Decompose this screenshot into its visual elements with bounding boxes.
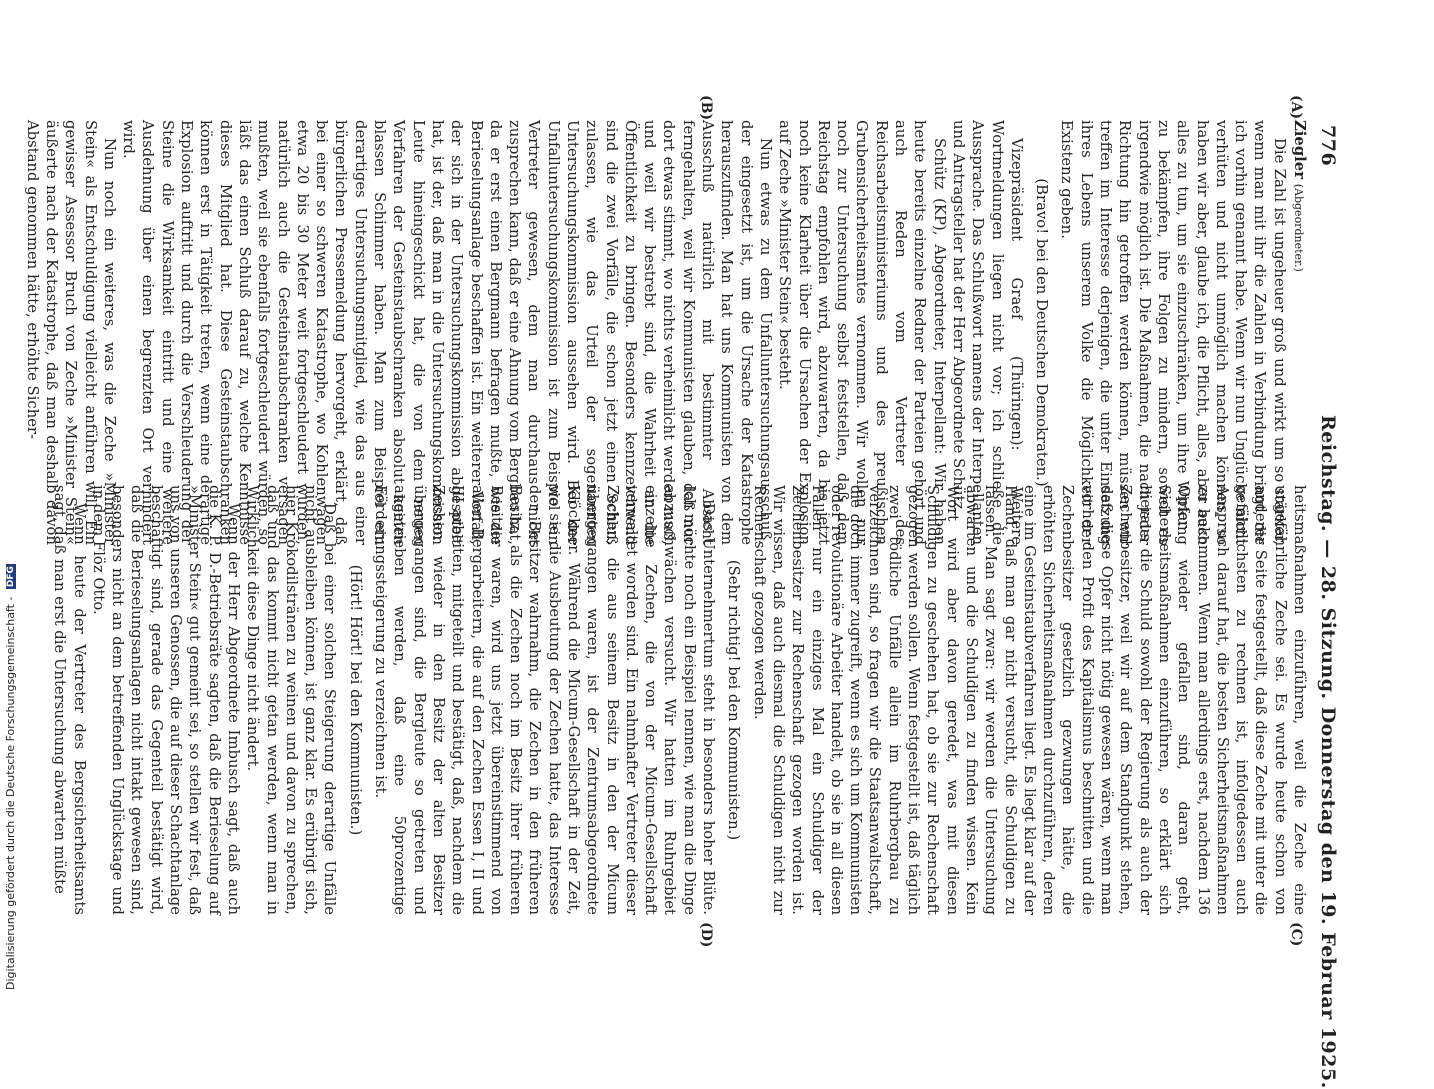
paragraph: heitsmaßnahmen einzuführen, weil die Zeche eine ungefährliche Zeche sei. Es wurde heute schon von anderer Seite festgestellt, daß diese Zeche mit unter die gefährlichsten zu rechnen ist, infolgedessen auch Anspruch darauf hat, die besten Sicherheitsmaßnahmen zu bekommen. Wenn man allerdings erst, nachdem 136 Opfer wieder gefallen sind, daran geht, Sicherheitsmaßnahmen einzuführen, so erklärt sich hieraus die Schuld sowohl der Regierung als auch der Zechenbesitzer, weil wir auf dem Standpunkt stehen, daß diese Opfer nicht nötig gewesen wären, wenn man vorher den Profit des Kapitalismus beschnitten und die Zechenbesitzer gesetzlich gezwungen hätte, die erhöhten Sicherheitsmaßnahmen durchzuführen, deren eine im Gesteinstaubverfahren liegt. Es liegt klar auf der Hand, daß man gar nicht versucht, die Schuldigen zu fassen. Man sagt zwar: wir werden die Untersuchung abwarten und die Schuldigen zu finden wissen. Kein Wort wird aber davon geredet, was mit diesen Schuldigen zu geschehen hat, ob sie zur Rechenschaft gezogen werden sollen. Wenn festgestellt ist, daß täglich zwei tödliche Unfälle allein im Ruhrbergbau zu verzeichnen sind, so fragen wir die Staatsanwaltschaft, die doch immer zugreift, wenn es sich um Kommunisten oder revolutionäre Arbeiter handelt, ob sie in all diesen Fällen nur ein einziges Mal ein Schuldiger der Zechenbesitzer zur Rechenschaft gezogen worden ist. Wir wissen, daß auch diesmal die Schuldigen nicht zur Rechenschaft gezogen werden. xyxy=(750,485,1308,915)
paragraph: Wenn heute der Vertreter des Bergsicherheitsamts sagt, daß man erst die Untersuchung abwarten müßte xyxy=(51,485,88,915)
paragraph: Vizepräsident Graef (Thüringen): Weitere Wortmeldungen liegen nicht vor; ich schließe die Aussprache. Das Schlußwort namens der Interpellanten und Antragsteller hat der Herr Abgeordnete Schütz. xyxy=(949,120,1025,545)
paragraph: Schütz (KP), Abgeordneter, Interpellant: Wir haben heute bereits einzelne Redner der Parteien gehört und auch Reden vom Vertreter des Reichsarbeitsministeriums und des preußischen Grubensicherheitsamtes vernommen. Wir wollen nur noch zur Untersuchung selbst feststellen, daß dem Reichstag empfohlen wird, abzuwarten, da bis jetzt noch keine Klarheit über die Ursachen der Explosion auf Zeche »Minister Stein« besteht. xyxy=(776,120,948,545)
paragraph: Wenn der Herr Abgeordnete Imbusch sagt, daß auch die K. P. D.-Betriebsräte sagten, daß die Berieselung auf »Minister Stein« gut gemeint sei, so stellen wir fest, daß uns von unseren Genossen, die auf dieser Schachtanlage beschäftigt sind, gerade das Gegenteil bestätigt wird, daß die Berieselungsanlagen nicht intakt gewesen sind, besonders nicht an dem betreffenden Unglückstage und in dem Flöz Otto. xyxy=(89,485,242,915)
margin-mark-d: (D) xyxy=(698,922,714,948)
left-column xyxy=(23,120,1309,545)
dfg-logo: DFG xyxy=(6,566,16,588)
right-column xyxy=(51,485,1309,915)
page-header xyxy=(1311,125,1339,1089)
interjection: (Sehr richtig! bei den Kommunisten.) xyxy=(725,559,743,841)
paragraph: Nun etwas zu dem Unfalluntersuchungsausschuß, der eingesetzt ist, um die Ursache der Katastrophe herauszufinden. Man hat uns Kommunisten von dem Ausschuß natürlich mit bestimmter Absicht ferngehalten, weil wir Kommunisten glauben, daß nur dort etwas stimmt, wo nichts verheimlicht werden muß, und weil wir bestrebt sind, die Wahrheit an die Öffentlichkeit zu bringen. Besonders kennzeichnend sind die zwei Vorfälle, die schon jetzt einen Schluß zulassen, wie das Urteil der sogenannten Untersuchungskommission aussehen wird. Bei der Unfalluntersuchungskommission ist zum Beispiel ein Vertreter gewesen, dem man durchaus nicht zusprechen kann, daß er eine Ahnung vom Bergbau hat, da er erst einen Bergmann befragen mußte, wie die Berieselungsanlage beschaffen ist. Ein weiterer Vorfall, der sich in der Untersuchungskommission abgespielt hat, ist der, daß man in die Untersuchungskommission Leute hineingeschickt hat, die von dem neuen Verfahren der Gesteinstaubschranken absolut keinen blassen Schimmer haben. Man zum Beispiel ein derartiges Untersuchungsmitglied, wie das aus einer bürgerlichen Pressemeldung hervorgeht, erklärt, daß bei einer so schweren Katastrophe, wo Kohlenwagen etwa 20 bis 30 Meter weit fortgeschleudert wurden, natürlich auch die Gesteinstaubschranken versagen mußten, weil sie ebenfalls fortgeschleudert würden, so läßt das einen Schluß darauf zu, welche Kenntnisse dieses Mitglied hat. Diese Gesteinstaubschranken können erst in Tätigkeit treten, wenn eine derartige Explosion auftritt und durch die Verschleuderung der Steine die Wirksamkeit eintritt und eine weitere Ausdehnung über einen begrenzten Ort verhindert wird. xyxy=(120,120,774,545)
page-number: 776 xyxy=(1317,125,1339,167)
speaker-name: Ziegler xyxy=(1291,120,1308,180)
margin-mark-c: (C) xyxy=(1288,922,1304,947)
digitization-credit xyxy=(4,566,20,990)
paragraph: Nun noch ein weiteres, was die Zeche »Minister Stein« als Entschuldigung vielleicht anführen will. Ein gewisser Assessor Bruch von Zeche »Minister Stein« äußerte nach der Katastrophe, daß man deshalb davon Abstand genommen hätte, erhöhte Sicher- xyxy=(23,120,118,545)
speaker-line xyxy=(1289,120,1309,545)
interjection: (Hört! Hört! bei den Kommunisten.) xyxy=(346,564,364,836)
credit-text: Digitalisierung gefördert durch die Deutsche Forschungsgemeinschaft - xyxy=(4,596,17,990)
running-head: Reichstag. — 28. Sitzung. Donnerstag den 19. Februar 1925. xyxy=(1317,415,1339,1089)
speaker-note: (Abgeordneter.) xyxy=(1292,183,1305,272)
paragraph: Daß bei einer solchen Steigerung derartige Unfälle nicht ausbleiben können, ist ganz klar. Es erübrigt sich, hier Krokodilstränen zu weinen und davon zu sprechen, daß und das kommt nicht getan werden, wenn man in Wirklichkeit diese Dinge nicht ändert. xyxy=(244,485,339,915)
applause-note: (Bravo! bei den Deutschen Demokraten.) xyxy=(1033,178,1051,487)
margin-mark-a: (A) xyxy=(1288,95,1304,120)
paragraph: Die Zahl ist ungeheuer groß und wirkt um so stärker, wenn man mit ihr die Zahlen in Verbindung bringt, die ich vorhin genannt habe. Wenn wir nun Unglücke nicht verhüten und nicht unmöglich machen können, so haben wir aber, glaube ich, die Pflicht, alles, aber auch alles zu tun, um sie einzuschränken, um ihre Wirkung zu bekämpfen, ihre Folgen zu mindern, soweit es irgendwie möglich ist. Die Maßnahmen, die nach jeder Richtung hin getroffen werden können, müssen wir treffen im Interesse derjenigen, die unter Einsetzung ihres Lebens unserem Volke die Möglichkeit der Existenz geben. xyxy=(1058,120,1288,545)
paragraph: Das Unternehmertum steht in besonders hoher Blüte. Ich möchte noch ein Beispiel nennen, wie man die Dinge abzuschwächen versucht. Wir hatten im Ruhrgebiet einzelne Zechen, die von der Micum-Gesellschaft verwaltet worden sind. Ein nahmhafter Vertreter dieser Zechen, die aus seinem Besitz in den der Micum übergegangen waren, ist der Zentrumsabgeordnete Klöckner. Während die Micum-Gesellschaft in der Zeit, wo sie die Ausbeutung der Zechen hatte, das Interesse der Besitzer wahrnahm, die Zechen in den früheren Besitz, als die Zechen noch im Besitz ihrer früheren Besitzer waren, wird uns jetzt übereinstimmend von allen Bergarbeitern, die auf den Zechen Essen I, II und III arbeiten, mitgeteilt und bestätigt, daß, nachdem die Zechen wieder in den Besitz der alten Besitzer übergegangen sind, die Bergleute so getreten und angetrieben werden, daß eine 50prozentige Förderungssteigerung zu verzeichnen ist. xyxy=(372,485,718,915)
margin-mark-b: (B) xyxy=(698,95,714,121)
